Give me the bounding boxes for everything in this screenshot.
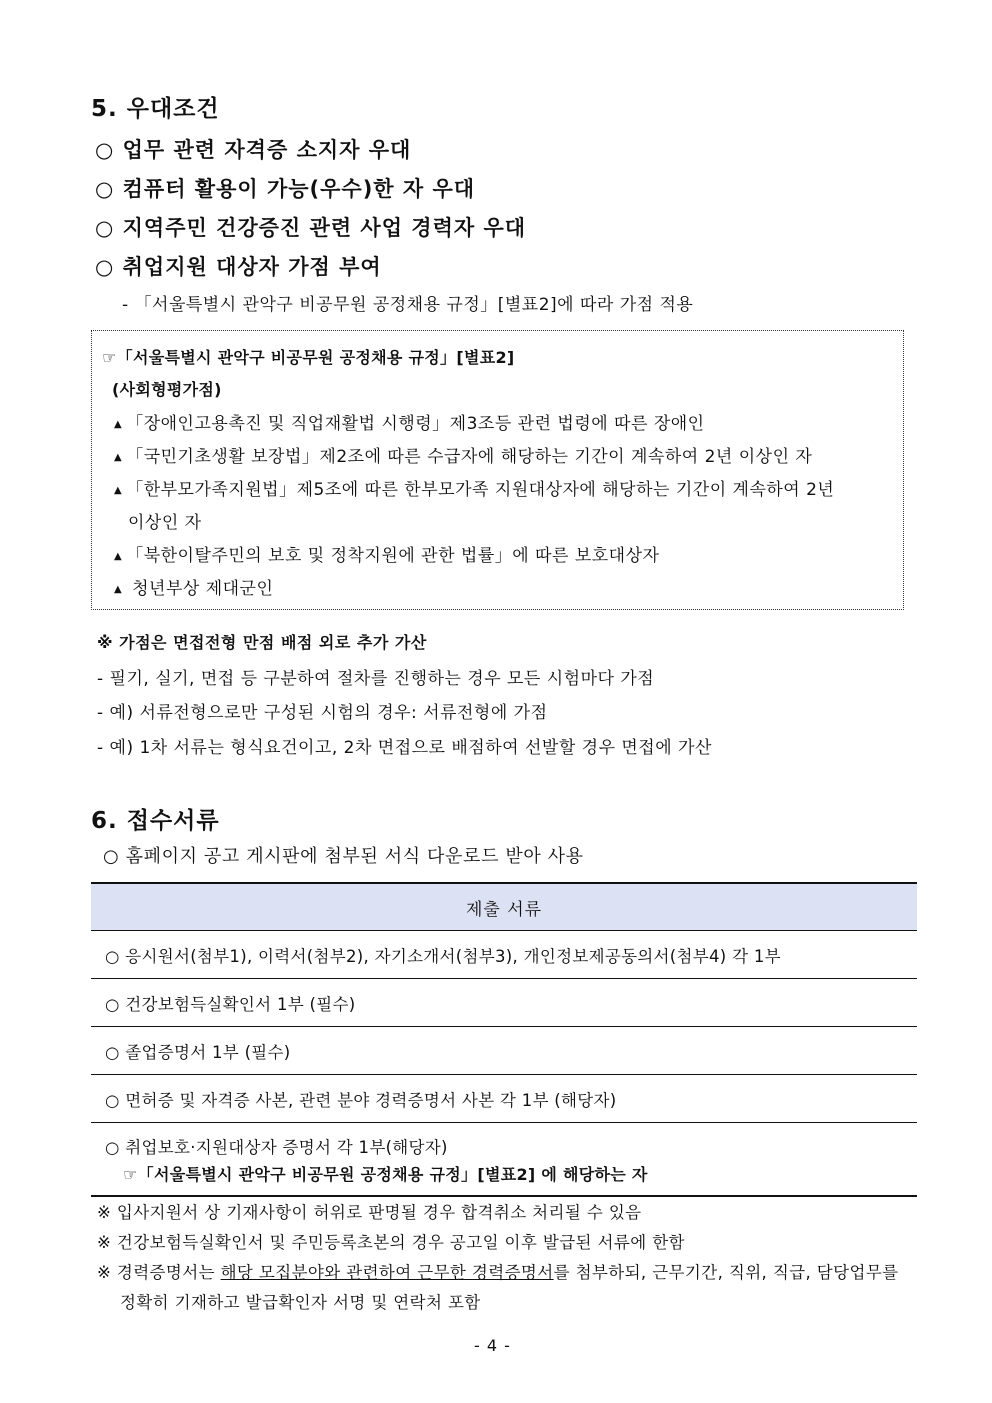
section5-title: 5. 우대조건 [91,96,220,122]
section6-intro: ○ 홈페이지 공고 게시판에 첨부된 서식 다운로드 받아 사용 [103,846,584,867]
footnote: ※ 건강보험득실확인서 및 주민등록초본의 경우 공고일 이후 발급된 서류에 한함 [97,1233,685,1252]
regulation-bullet: ▲ 청년부상 제대군인 [114,579,274,599]
document-item: ○ 응시원서(첨부1), 이력서(첨부2), 자기소개서(첨부3), 개인정보제공동의서(첨부4) 각 1부 [91,931,917,979]
triangle-bullet-icon: ▲ [114,452,123,463]
regulation-box-subtitle: (사회형평가점) [112,380,222,399]
document-item: ○ 졸업증명서 1부 (필수) [91,1027,917,1075]
table-row [91,979,917,1027]
triangle-bullet-icon: ▲ [114,485,123,496]
document-item [91,1123,917,1197]
underlined-text: 해당 모집분야와 관련하여 근무한 경력증명서 [220,1263,554,1282]
document-item: ○ 면허증 및 자격증 사본, 관련 분야 경력증명서 사본 각 1부 (해당자) [91,1075,917,1123]
footnote: ※ 입사지원서 상 기재사항이 허위로 판명될 경우 합격취소 처리될 수 있음 [97,1203,642,1222]
bonus-note-line: - 예) 1차 서류는 형식요건이고, 2차 면접으로 배점하여 선발할 경우 면접에 가산 [97,738,712,758]
table-row [91,931,917,979]
bonus-note-line: - 예) 서류전형으로만 구성된 시험의 경우: 서류전형에 가점 [97,703,548,723]
regulation-bullet: ▲ 「한부모가족지원법」제5조에 따른 한부모가족 지원대상자에 해당하는 기간이 계속하여 2년 [114,480,835,500]
triangle-bullet-icon: ▲ [114,419,123,430]
document-item: ○ 건강보험득실확인서 1부 (필수) [91,979,917,1027]
table-header: 제출 서류 [91,883,917,931]
preference-subnote: - 「서울특별시 관악구 비공무원 공정채용 규정」[별표2]에 따라 가점 적용 [122,295,694,315]
table-row [91,1123,917,1197]
page-number: - 4 - [474,1336,511,1355]
preference-item: ○ 지역주민 건강증진 관련 사업 경력자 우대 [95,216,527,240]
preference-item: ○ 업무 관련 자격증 소지자 우대 [95,138,412,162]
documents-table [91,882,917,1197]
footnote: ※ 경력증명서는 해당 모집분야와 관련하여 근무한 경력증명서를 첨부하되, 근무기간, 직위, 직급, 담당업무를 [97,1263,899,1282]
bonus-note-title: ※ 가점은 면접전형 만점 배점 외로 추가 가산 [97,633,427,652]
section6-title: 6. 접수서류 [91,808,220,834]
bonus-note-line: - 필기, 실기, 면접 등 구분하여 절차를 진행하는 경우 모든 시험마다 가점 [97,669,655,689]
triangle-bullet-icon: ▲ [114,584,123,595]
regulation-bullet: ▲ 「국민기초생활 보장법」제2조에 따른 수급자에 해당하는 기간이 계속하여 2년 이상인 자 [114,447,813,467]
document-item-sub: ☞「서울특별시 관악구 비공무원 공정채용 규정」[별표2] 에 해당하는 자 [123,1164,648,1184]
regulation-bullet: ▲ 「장애인고용촉진 및 직업재활법 시행령」제3조등 관련 법령에 따른 장애인 [114,414,705,434]
footnote-continuation: 정확히 기재하고 발급확인자 서명 및 연락처 포함 [120,1293,481,1312]
document-item-text: ○ 취업보호·지원대상자 증명서 각 1부(해당자) [105,1137,448,1157]
preference-item: ○ 컴퓨터 활용이 가능(우수)한 자 우대 [95,177,476,201]
table-row [91,1027,917,1075]
regulation-box-title: ☞「서울특별시 관악구 비공무원 공정채용 규정」[별표2] [102,348,515,367]
table-row [91,1075,917,1123]
preference-item: ○ 취업지원 대상자 가점 부여 [95,255,382,279]
triangle-bullet-icon: ▲ [114,551,123,562]
regulation-bullet-continuation: 이상인 자 [128,513,202,533]
regulation-box [91,330,904,610]
regulation-bullet: ▲ 「북한이탈주민의 보호 및 정착지원에 관한 법률」에 따른 보호대상자 [114,546,660,566]
